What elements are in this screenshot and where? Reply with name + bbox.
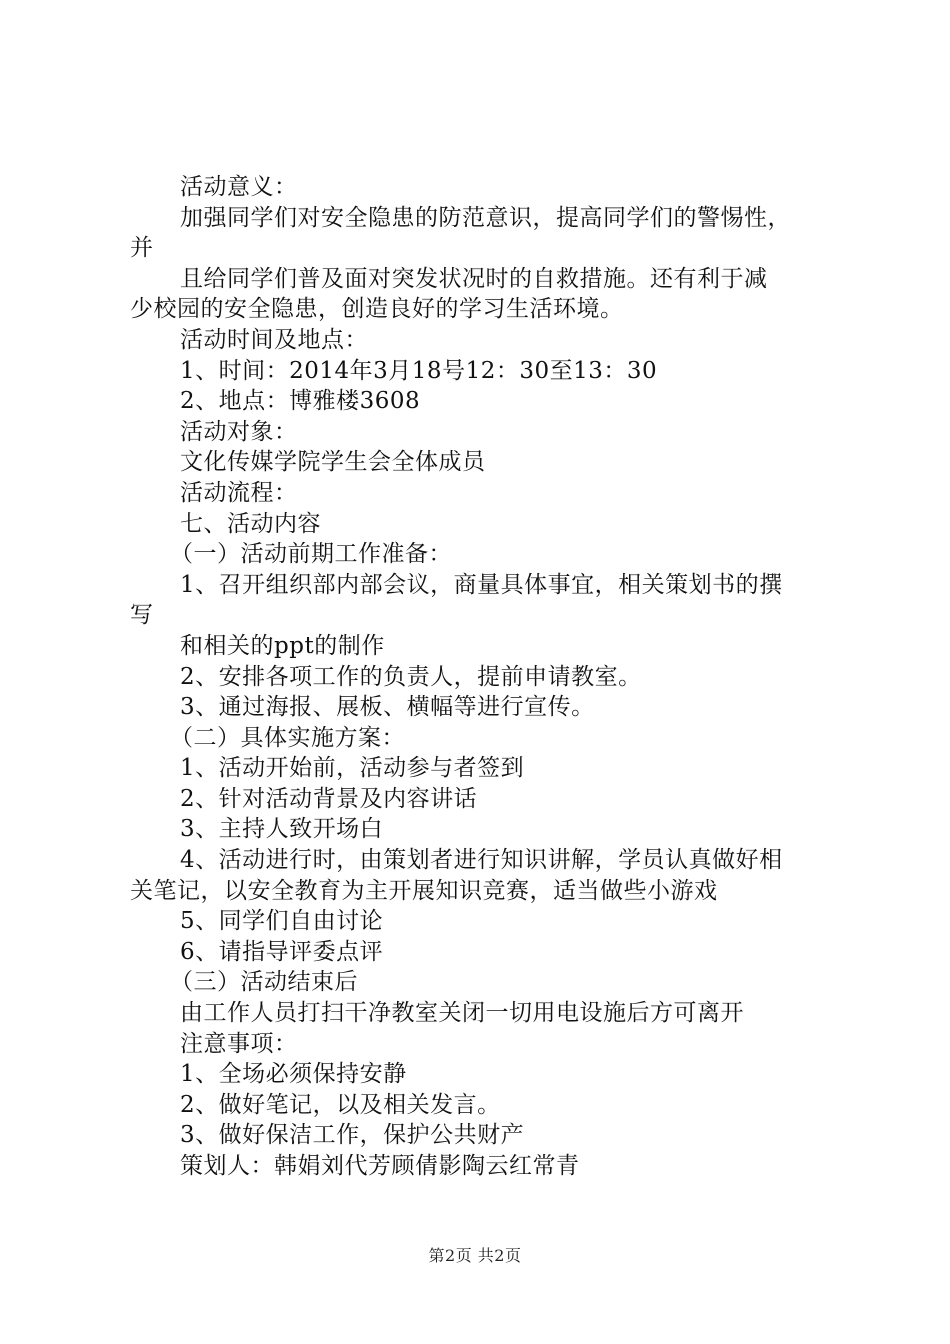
paragraph-line: 文化传媒学院学生会全体成员 — [180, 449, 486, 476]
subheading-implementation: （二）具体实施方案： — [170, 724, 405, 751]
heading-audience: 活动对象： — [180, 418, 298, 445]
list-item: 2、针对活动背景及内容讲话 — [180, 785, 478, 812]
list-item: 1、活动开始前，活动参与者签到 — [180, 755, 525, 782]
list-item: 3、主持人致开场白 — [180, 816, 384, 843]
paragraph-line: 写 — [130, 602, 154, 629]
paragraph-line: 并 — [130, 235, 154, 262]
paragraph-line: 关笔记，以安全教育为主开展知识竞赛，适当做些小游戏 — [130, 877, 718, 904]
paragraph-line: 少校园的安全隐患，创造良好的学习生活环境。 — [130, 296, 624, 323]
document-body — [130, 172, 860, 1182]
list-item: 3、做好保洁工作，保护公共财产 — [180, 1122, 525, 1149]
heading-process: 活动流程： — [180, 479, 298, 506]
list-item-place: 2、地点：博雅楼3608 — [180, 388, 421, 415]
paragraph-line: 且给同学们普及面对突发状况时的自救措施。还有利于减 — [180, 265, 768, 292]
list-item: 5、同学们自由讨论 — [180, 908, 384, 935]
list-item: 1、全场必须保持安静 — [180, 1061, 407, 1088]
heading-activity-content: 七、活动内容 — [180, 510, 321, 537]
list-item: 2、做好笔记，以及相关发言。 — [180, 1091, 501, 1118]
list-item: 3、通过海报、展板、横幅等进行宣传。 — [180, 694, 595, 721]
list-item: 6、请指导评委点评 — [180, 938, 384, 965]
paragraph-line: 和相关的ppt的制作 — [180, 632, 385, 659]
subheading-after-activity: （三）活动结束后 — [170, 969, 358, 996]
paragraph-line: 由工作人员打扫干净教室关闭一切用电设施后方可离开 — [180, 1000, 744, 1027]
list-item: 4、活动进行时，由策划者进行知识讲解，学员认真做好相 — [180, 847, 783, 874]
heading-time-place: 活动时间及地点： — [180, 326, 368, 353]
list-item: 2、安排各项工作的负责人，提前申请教室。 — [180, 663, 642, 690]
paragraph-line: 加强同学们对安全隐患的防范意识，提高同学们的警惕性， — [180, 204, 791, 231]
subheading-preparation: （一）活动前期工作准备： — [170, 541, 452, 568]
list-item-time: 1、时间：2014年3月18号12：30至13：30 — [180, 357, 658, 384]
page-footer: 第2页 共2页 — [428, 1246, 522, 1265]
heading-activity-significance: 活动意义： — [180, 174, 298, 200]
planners-line: 策划人：韩娟刘代芳顾倩影陶云红常青 — [180, 1153, 580, 1179]
heading-notes: 注意事项： — [180, 1030, 298, 1057]
list-item: 1、召开组织部内部会议，商量具体事宜，相关策划书的撰 — [180, 571, 783, 598]
